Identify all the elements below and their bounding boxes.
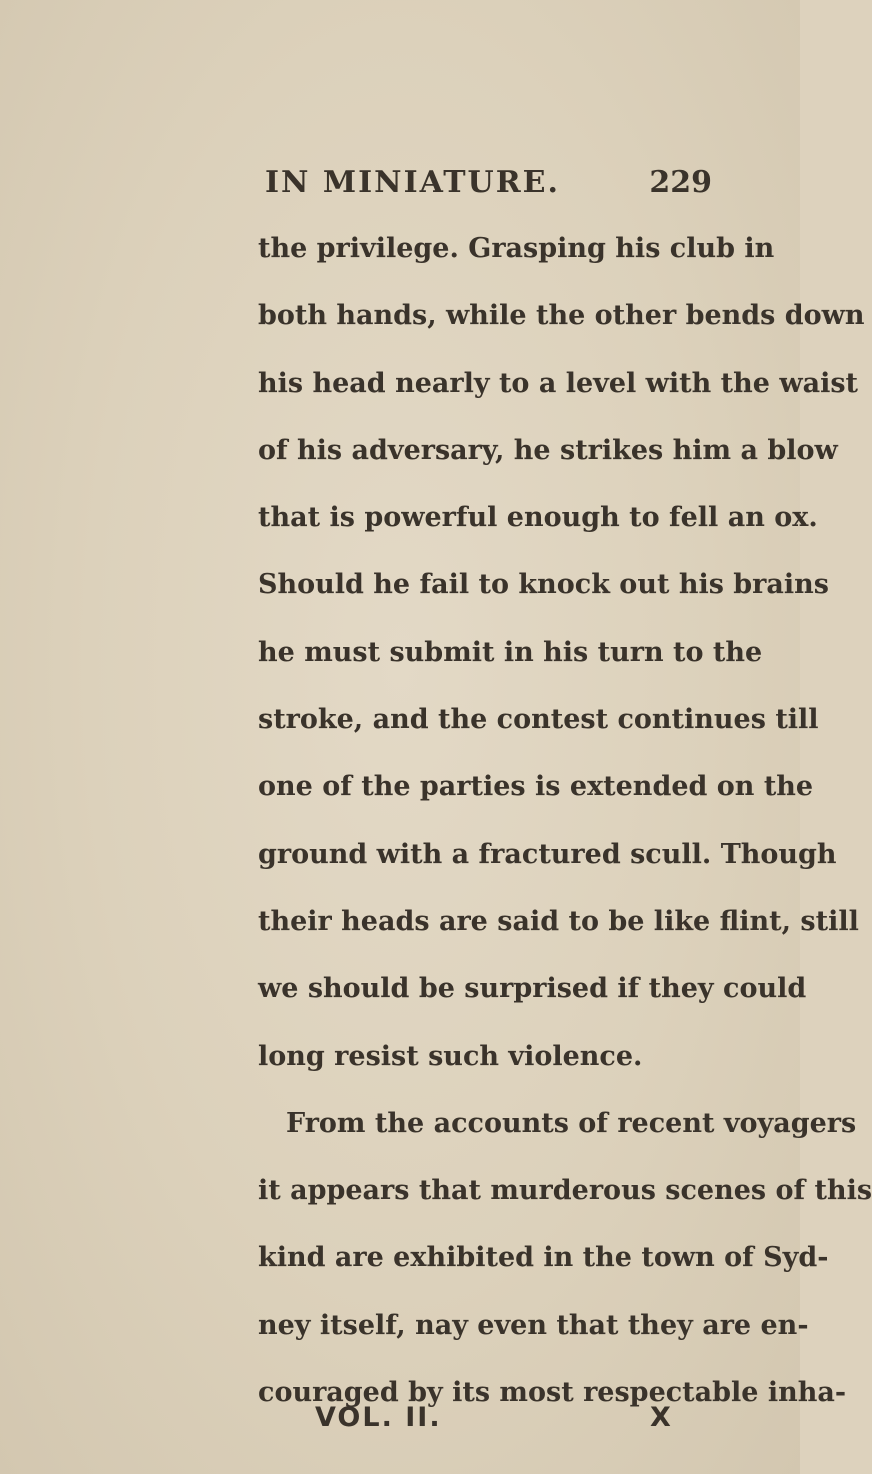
text-line: their heads are said to be like flint, still (258, 905, 859, 937)
body-text (258, 215, 872, 1426)
text-line: he must submit in his turn to the (258, 636, 763, 668)
text-line: ney itself, nay even that they are en- (258, 1309, 809, 1341)
paragraph-end-line: long resist such violence. (258, 1040, 643, 1072)
text-line: stroke, and the contest continues till (258, 704, 819, 736)
text-line: Should he fail to knock out his brains (258, 569, 829, 601)
text-line: it appears that murderous scenes of this (258, 1175, 872, 1207)
text-line: couraged by its most respectable inha- (258, 1377, 847, 1409)
text-line: the privilege. Grasping his club in (258, 233, 775, 264)
text-line: his head nearly to a level with the waist (258, 367, 859, 399)
text-line: both hands, while the other bends down (258, 300, 865, 332)
text-line: we should be surprised if they could (258, 973, 807, 1005)
page-number: 229 (649, 165, 712, 200)
page-footer (0, 1398, 800, 1438)
running-title: IN MINIATURE. (265, 165, 560, 200)
text-line: ground with a fractured scull. Though (258, 838, 837, 870)
text-line: kind are exhibited in the town of Syd- (258, 1242, 829, 1274)
text-line: one of the parties is extended on the (258, 771, 814, 803)
paragraph-start-line: From the accounts of recent voyagers (286, 1107, 857, 1139)
text-line: that is powerful enough to fell an ox. (258, 502, 818, 534)
page-header (0, 163, 800, 203)
signature-mark: X (650, 1402, 671, 1433)
text-line: of his adversary, he strikes him a blow (258, 434, 838, 466)
volume-marker: VOL. II. (315, 1402, 442, 1433)
